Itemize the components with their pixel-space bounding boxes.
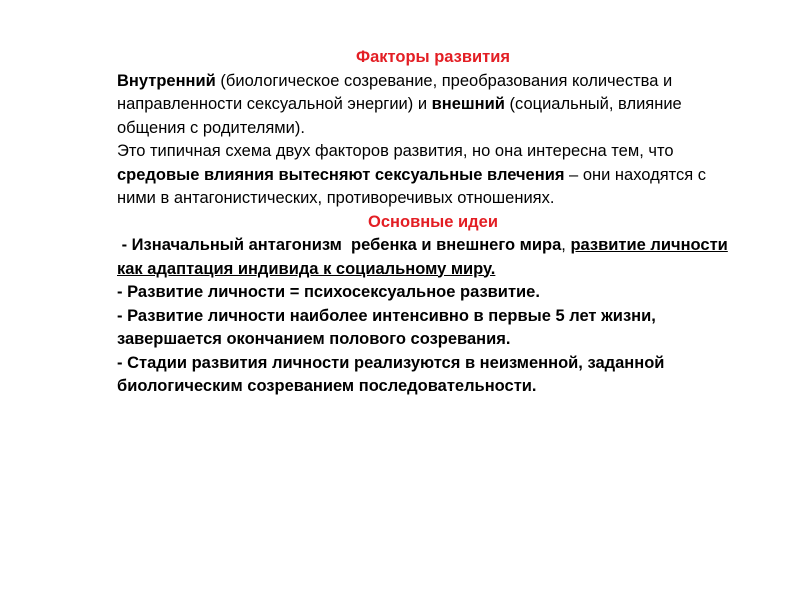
idea-1-underlined: развитие личности как адаптация индивида к социальному миру.: [117, 236, 728, 278]
idea-1-separator: ,: [561, 236, 571, 254]
heading-development-factors: Факторы развития: [355, 48, 510, 66]
term-internal: Внутренний: [117, 71, 216, 90]
paragraph-scheme: [117, 140, 749, 211]
scheme-lead: Это типичная схема двух факторов развития, но она интересна тем, что: [117, 142, 674, 160]
idea-item-1: [117, 234, 749, 281]
idea-item-3: - Развитие личности наиболее интенсивно в первые 5 лет жизни, завершается окончанием полового созревания.: [117, 306, 656, 348]
term-external: внешний: [431, 95, 505, 113]
heading-main-ideas: Основные идеи: [368, 212, 498, 231]
idea-1-bold: Изначальный антагонизм ребенка и внешнего мира: [131, 236, 562, 254]
idea-item-4: - Стадии развития личности реализуются в неизменной, заданной биологическим созреванием последовательности.: [117, 353, 665, 395]
scheme-key-statement: средовые влияния вытесняют сексуальные влечения: [117, 165, 565, 184]
external-description: (социальный, влияние общения с родителями).: [117, 95, 682, 137]
slide-content: [117, 46, 749, 399]
idea-1-prefix: -: [117, 236, 132, 254]
scheme-tail: – они находятся с ними в антагонистических, противоречивых отношениях.: [117, 165, 707, 207]
internal-description: (биологическое созревание, преобразования количества и направленности сексуальной энергии) и: [117, 71, 673, 113]
idea-item-2: - Развитие личности = психосексуальное развитие.: [117, 283, 540, 301]
paragraph-factors: [117, 70, 749, 141]
